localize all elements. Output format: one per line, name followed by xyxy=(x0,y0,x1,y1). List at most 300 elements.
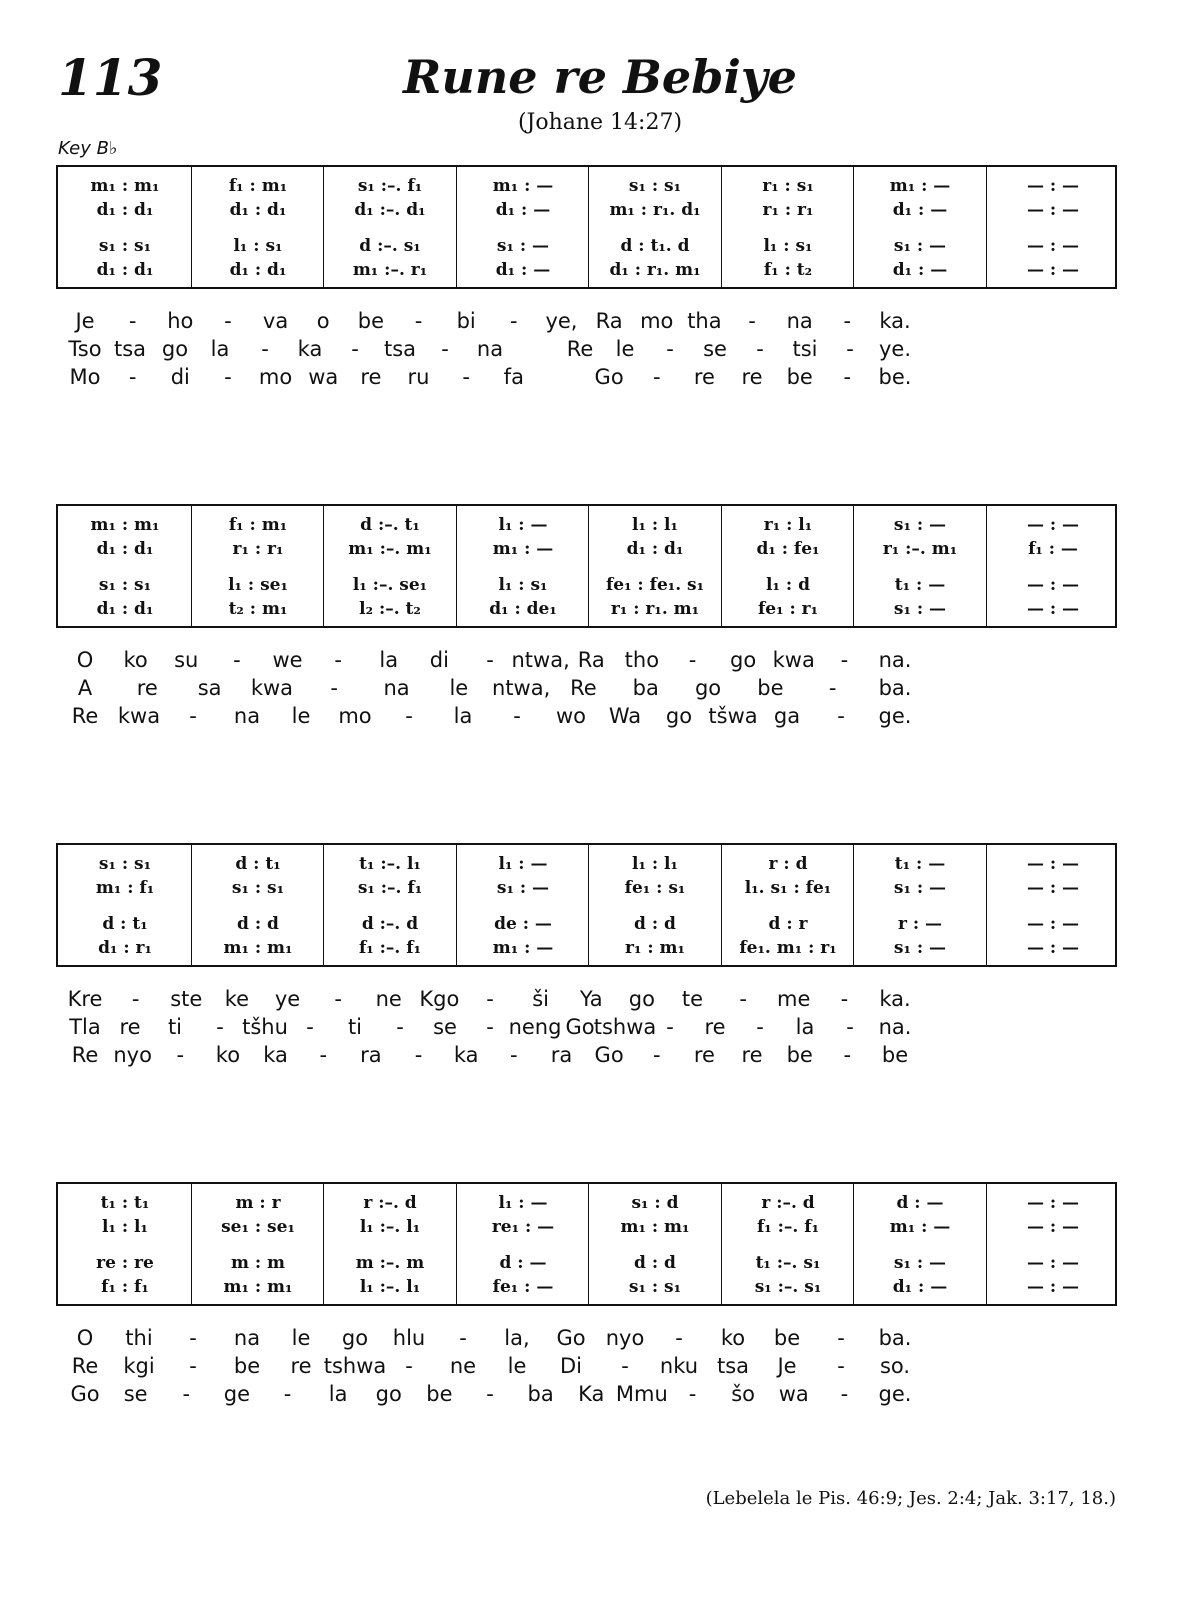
lyric-syllable: be xyxy=(757,676,784,700)
lyric-syllable: se xyxy=(433,1015,457,1039)
lyric-syllable: re xyxy=(290,1354,312,1378)
solfa-measure: — : — xyxy=(1026,515,1080,535)
solfa-measure: — : — xyxy=(1026,1253,1080,1273)
lyric-syllable: - xyxy=(261,337,269,361)
lyric-syllable: we xyxy=(272,648,303,672)
lyric-syllable: tšwa xyxy=(708,704,758,728)
solfa-measure: s₁ : — xyxy=(893,1253,947,1273)
lyric-syllable: le xyxy=(291,1326,311,1350)
lyric-syllable: - xyxy=(652,365,661,389)
lyric-syllable: la xyxy=(210,337,230,361)
lyric-syllable: ne xyxy=(375,987,402,1011)
lyric-syllable: ga xyxy=(773,704,801,728)
lyric-syllable: su xyxy=(174,648,199,672)
lyric-syllable: ho xyxy=(167,309,194,333)
solfa-measure: m₁ : — xyxy=(889,176,951,196)
solfa-measure: d₁ : d₁ xyxy=(96,260,154,280)
lyric-syllable: - xyxy=(843,365,852,389)
lyric-syllable: ye xyxy=(274,987,301,1011)
solfa-measure: m₁ : m₁ xyxy=(620,1217,690,1237)
lyric-syllable: ba. xyxy=(878,676,912,700)
lyric-syllable: Je xyxy=(75,309,95,333)
lyric-syllable: go xyxy=(375,1382,402,1406)
voice-row xyxy=(58,574,1115,596)
lyric-syllable: Mmu xyxy=(615,1382,668,1406)
lyric-syllable: ka xyxy=(263,1043,288,1067)
lyric-syllable: Kre xyxy=(67,987,103,1011)
solfa-measure: m₁ :–. m₁ xyxy=(348,539,432,559)
solfa-measure: m₁ : — xyxy=(492,938,554,958)
solfa-measure: f₁ :–. f₁ xyxy=(756,1217,820,1237)
lyric-syllable: kgi xyxy=(123,1354,155,1378)
lyric-syllable: go xyxy=(161,337,189,361)
lyric-syllable: ba xyxy=(632,676,659,700)
lyric-syllable: Re xyxy=(570,676,597,700)
lyric-syllable: na xyxy=(233,704,261,728)
lyric-syllable: šo xyxy=(731,1382,756,1406)
lyric-syllable: ba xyxy=(527,1382,554,1406)
solfa-measure: d : — xyxy=(896,1193,944,1213)
lyric-syllable: re xyxy=(693,1043,715,1067)
lyric-syllable: ra xyxy=(360,1043,382,1067)
voice-row xyxy=(58,937,1115,959)
solfa-measure: l₁ : l₁ xyxy=(102,1217,148,1237)
lyric-syllable: mo xyxy=(640,309,674,333)
solfa-measure: d₁ : — xyxy=(892,260,948,280)
solfa-measure: — : — xyxy=(1026,854,1080,874)
solfa-measure: s₁ : — xyxy=(893,515,947,535)
lyric-syllable: - xyxy=(414,309,423,333)
lyric-syllable: ti xyxy=(167,1015,183,1039)
lyric-syllable: - xyxy=(189,1326,197,1350)
solfa-measure: r₁ : r₁ xyxy=(232,539,284,559)
hymn-number: 113 xyxy=(58,48,163,107)
lyric-syllable: Go xyxy=(556,1326,586,1350)
solfa-measure: s₁ : d xyxy=(631,1193,679,1213)
solfa-measure: d₁ : d₁ xyxy=(96,200,154,220)
lyric-syllable: - xyxy=(837,704,845,728)
lyric-syllable: - xyxy=(688,648,697,672)
lyric-syllable: ba. xyxy=(878,1326,912,1350)
lyric-syllable: la xyxy=(453,704,473,728)
solfa-measure: l₁ : s₁ xyxy=(763,236,813,256)
staff-system xyxy=(56,504,1117,628)
solfa-measure: d : d xyxy=(237,914,279,934)
lyric-line xyxy=(0,337,1200,365)
lyric-syllable: - xyxy=(486,1382,494,1406)
lyric-syllable: be. xyxy=(878,365,912,389)
lyric-syllable: - xyxy=(128,365,137,389)
lyric-line xyxy=(0,1382,1200,1410)
solfa-measure: se₁ : se₁ xyxy=(221,1217,295,1237)
solfa-measure: m₁ : m₁ xyxy=(90,515,160,535)
solfa-measure: s₁ : — xyxy=(893,938,947,958)
voice-row xyxy=(58,1252,1115,1274)
lyric-syllable: - xyxy=(405,704,413,728)
staff-system xyxy=(56,843,1117,967)
lyric-syllable: se xyxy=(703,337,727,361)
lyric-syllable: re xyxy=(136,676,158,700)
lyric-syllable: Ya xyxy=(579,987,603,1011)
solfa-measure: — : — xyxy=(1026,200,1080,220)
voice-row xyxy=(58,175,1115,197)
lyric-syllable: - xyxy=(510,1043,518,1067)
solfa-measure: s₁ : s₁ xyxy=(628,1277,682,1297)
lyric-syllable: la xyxy=(379,648,399,672)
lyric-syllable: na xyxy=(476,337,504,361)
lyric-syllable: Re xyxy=(71,1043,99,1067)
voice-row xyxy=(58,538,1115,560)
lyric-syllable: kwa xyxy=(772,648,815,672)
solfa-measure: — : — xyxy=(1026,1217,1080,1237)
lyric-syllable: la, xyxy=(504,1326,530,1350)
solfa-measure: — : — xyxy=(1026,938,1080,958)
lyric-line xyxy=(0,1326,1200,1354)
lyric-syllable: Go xyxy=(594,365,624,389)
lyric-syllable: be xyxy=(881,1043,909,1067)
voice-row xyxy=(58,514,1115,536)
solfa-measure: m₁ : m₁ xyxy=(223,1277,293,1297)
solfa-measure: de : — xyxy=(494,914,552,934)
solfa-measure: s₁ : s₁ xyxy=(98,854,152,874)
voice-row xyxy=(58,853,1115,875)
lyric-line xyxy=(0,676,1200,704)
lyric-syllable: - xyxy=(840,1382,849,1406)
lyric-syllable: tsa xyxy=(383,337,417,361)
voice-row xyxy=(58,199,1115,221)
lyric-syllable: ko xyxy=(215,1043,241,1067)
lyric-syllable: Wa xyxy=(608,704,642,728)
solfa-measure: d₁ : d₁ xyxy=(626,539,684,559)
solfa-measure: s₁ : s₁ xyxy=(628,176,682,196)
lyric-syllable: Ra xyxy=(595,309,623,333)
solfa-measure: d :–. s₁ xyxy=(359,236,421,256)
solfa-measure: l₁ : — xyxy=(498,1193,548,1213)
solfa-measure: fe₁ : fe₁. s₁ xyxy=(605,575,705,595)
lyric-syllable: - xyxy=(828,676,837,700)
solfa-measure: d₁ : r₁ xyxy=(98,938,152,958)
lyric-syllable: be xyxy=(233,1354,261,1378)
lyric-syllable: - xyxy=(396,1015,404,1039)
lyric-syllable: - xyxy=(459,1326,467,1350)
lyric-syllable: nyo xyxy=(113,1043,152,1067)
solfa-measure: — : — xyxy=(1026,599,1080,619)
lyric-syllable: re xyxy=(693,365,715,389)
solfa-measure: l₁ : l₁ xyxy=(632,854,678,874)
voice-row xyxy=(58,877,1115,899)
voice-row xyxy=(58,913,1115,935)
lyric-syllable: tshwa xyxy=(323,1354,387,1378)
solfa-measure: d : t₁. d xyxy=(620,236,690,256)
lyric-syllable: - xyxy=(306,1015,314,1039)
lyric-syllable: te xyxy=(681,987,704,1011)
solfa-measure: f₁ : m₁ xyxy=(228,176,288,196)
lyric-syllable: nku xyxy=(659,1354,699,1378)
lyric-syllable: ti xyxy=(347,1015,363,1039)
lyric-syllable: - xyxy=(756,1015,764,1039)
solfa-measure: l₁ : s₁ xyxy=(233,236,283,256)
solfa-measure: d₁ :–. d₁ xyxy=(354,200,426,220)
solfa-measure: m : m xyxy=(230,1253,286,1273)
solfa-measure: s₁ :–. f₁ xyxy=(357,878,423,898)
solfa-measure: r :–. d xyxy=(363,1193,417,1213)
lyric-syllable: Ra xyxy=(577,648,605,672)
lyric-syllable: - xyxy=(334,987,342,1011)
solfa-measure: l₁ : d xyxy=(766,575,810,595)
lyric-syllable: ge. xyxy=(878,1382,912,1406)
solfa-measure: f₁ : t₂ xyxy=(763,260,813,280)
lyric-syllable: - xyxy=(846,1015,854,1039)
lyric-syllable: kwa xyxy=(250,676,294,700)
solfa-measure: l₁. s₁ : fe₁ xyxy=(744,878,832,898)
solfa-measure: m₁ :–. r₁ xyxy=(352,260,428,280)
solfa-measure: f₁ : — xyxy=(1028,539,1078,559)
lyric-syllable: re xyxy=(360,365,382,389)
lyric-syllable: re xyxy=(741,365,763,389)
lyric-syllable: O xyxy=(76,1326,94,1350)
solfa-measure: — : — xyxy=(1026,914,1080,934)
lyric-syllable: - xyxy=(224,365,232,389)
lyric-syllable: ši xyxy=(532,987,550,1011)
solfa-measure: s₁ : — xyxy=(893,236,947,256)
lyric-syllable: - xyxy=(131,987,140,1011)
voice-row xyxy=(58,1216,1115,1238)
lyric-syllable: ke xyxy=(224,987,250,1011)
lyric-syllable: na. xyxy=(878,1015,912,1039)
solfa-measure: s₁ : s₁ xyxy=(98,236,152,256)
solfa-measure: r₁ :–. m₁ xyxy=(882,539,958,559)
lyric-syllable: fa xyxy=(503,365,524,389)
solfa-measure: m₁ : m₁ xyxy=(90,176,160,196)
solfa-measure: r₁ : s₁ xyxy=(762,176,814,196)
lyric-syllable: - xyxy=(319,1043,328,1067)
solfa-measure: fe₁. m₁ : r₁ xyxy=(739,938,837,958)
lyric-syllable: - xyxy=(840,987,849,1011)
lyric-syllable: - xyxy=(462,365,470,389)
voice-row xyxy=(58,1192,1115,1214)
solfa-measure: l₁ :–. l₁ xyxy=(359,1277,421,1297)
lyric-line xyxy=(0,1015,1200,1043)
lyric-syllable: di xyxy=(429,648,449,672)
lyric-syllable: ra xyxy=(550,1043,573,1067)
solfa-measure: r₁ : r₁. m₁ xyxy=(610,599,700,619)
lyric-syllable: ye, xyxy=(545,309,578,333)
lyric-syllable: wo xyxy=(555,704,587,728)
staff-system xyxy=(56,165,1117,289)
lyric-syllable: - xyxy=(840,648,849,672)
solfa-measure: d₁ : — xyxy=(495,260,551,280)
solfa-measure: s₁ :–. f₁ xyxy=(357,176,423,196)
lyric-syllable: - xyxy=(405,1354,413,1378)
lyric-syllable: Go xyxy=(565,1015,595,1039)
voice-row xyxy=(58,598,1115,620)
lyric-syllable: Re xyxy=(71,704,99,728)
lyric-syllable: nyo xyxy=(605,1326,645,1350)
solfa-measure: l₁ : s₁ xyxy=(498,575,548,595)
solfa-measure: — : — xyxy=(1026,236,1080,256)
lyric-line xyxy=(0,1043,1200,1071)
solfa-measure: d₁ : — xyxy=(892,1277,948,1297)
lyric-syllable: - xyxy=(652,1043,661,1067)
lyric-syllable: go xyxy=(694,676,722,700)
lyric-syllable: be xyxy=(773,1326,801,1350)
solfa-measure: l₁ : — xyxy=(498,854,548,874)
lyric-syllable: ste xyxy=(170,987,203,1011)
lyric-line xyxy=(0,309,1200,337)
key-signature: Key B♭ xyxy=(58,138,118,159)
lyric-syllable: - xyxy=(128,309,137,333)
lyric-syllable: - xyxy=(843,309,852,333)
solfa-measure: d :–. t₁ xyxy=(360,515,420,535)
solfa-measure: f₁ :–. f₁ xyxy=(358,938,422,958)
lyric-syllable: tshwa xyxy=(593,1015,657,1039)
solfa-measure: re : re xyxy=(96,1253,154,1273)
footer-references: (Lebelela le Pis. 46:9; Jes. 2:4; Jak. 3:17, 18.) xyxy=(705,1488,1116,1509)
solfa-measure: d₁ : d₁ xyxy=(229,200,287,220)
lyric-syllable: me xyxy=(777,987,811,1011)
lyric-syllable: - xyxy=(189,704,197,728)
solfa-measure: d₁ : de₁ xyxy=(489,599,557,619)
solfa-measure: s₁ :–. s₁ xyxy=(754,1277,822,1297)
lyric-syllable: le xyxy=(507,1354,527,1378)
lyric-syllable: - xyxy=(846,337,854,361)
lyric-syllable: hlu xyxy=(392,1326,426,1350)
solfa-measure: m₁ : r₁. d₁ xyxy=(609,200,701,220)
solfa-measure: t₁ : — xyxy=(894,854,946,874)
lyric-syllable: tho xyxy=(624,648,660,672)
lyric-syllable: - xyxy=(224,309,232,333)
lyric-syllable: thi xyxy=(125,1326,153,1350)
lyric-syllable: so. xyxy=(879,1354,911,1378)
lyric-syllable: na xyxy=(786,309,813,333)
solfa-measure: l₁ :–. l₁ xyxy=(359,1217,421,1237)
lyric-syllable: ru xyxy=(407,365,430,389)
lyric-syllable: o xyxy=(316,309,330,333)
lyric-syllable: ge xyxy=(223,1382,250,1406)
solfa-measure: d₁ : d₁ xyxy=(229,260,287,280)
lyric-syllable: be xyxy=(786,365,813,389)
lyric-syllable: Go xyxy=(70,1382,100,1406)
lyric-syllable: - xyxy=(748,309,756,333)
hymn-title: Rune re Bebiye xyxy=(403,50,797,104)
solfa-measure: s₁ : s₁ xyxy=(98,575,152,595)
solfa-measure: d : d xyxy=(634,914,676,934)
lyric-syllable: neng xyxy=(508,1015,562,1039)
lyric-syllable: re xyxy=(119,1015,141,1039)
solfa-measure: d : t₁ xyxy=(235,854,281,874)
lyric-syllable: go xyxy=(628,987,655,1011)
lyric-syllable: ka. xyxy=(879,987,911,1011)
lyric-syllable: Re xyxy=(71,1354,99,1378)
lyric-syllable: - xyxy=(233,648,241,672)
solfa-measure: s₁ : — xyxy=(893,599,947,619)
solfa-measure: re₁ : — xyxy=(491,1217,555,1237)
lyric-syllable: re xyxy=(741,1043,763,1067)
solfa-measure: d :–. d xyxy=(361,914,419,934)
lyric-syllable: mo xyxy=(258,365,293,389)
lyric-syllable: wa xyxy=(308,365,339,389)
lyric-syllable: - xyxy=(675,1326,683,1350)
solfa-measure: r : d xyxy=(768,854,808,874)
solfa-measure: t₁ : — xyxy=(894,575,946,595)
lyric-syllable: bi xyxy=(456,309,476,333)
solfa-measure: s₁ : s₁ xyxy=(231,878,285,898)
lyric-syllable: wa xyxy=(778,1382,809,1406)
lyric-line xyxy=(0,704,1200,732)
voice-row xyxy=(58,235,1115,257)
lyric-syllable: ko xyxy=(123,648,148,672)
lyric-syllable: Tso xyxy=(68,337,102,361)
lyric-syllable: Ka xyxy=(578,1382,605,1406)
lyric-syllable: - xyxy=(176,1043,185,1067)
lyric-syllable: be xyxy=(786,1043,813,1067)
lyric-syllable: go xyxy=(341,1326,369,1350)
lyric-syllable: se xyxy=(123,1382,148,1406)
solfa-measure: — : — xyxy=(1026,1193,1080,1213)
lyric-syllable: Re xyxy=(566,337,594,361)
lyric-syllable: be xyxy=(426,1382,453,1406)
lyric-syllable: tha xyxy=(687,309,722,333)
lyric-syllable: le xyxy=(291,704,311,728)
lyric-syllable: na xyxy=(233,1326,261,1350)
lyric-syllable: - xyxy=(666,337,674,361)
voice-row xyxy=(58,259,1115,281)
solfa-measure: m₁ : — xyxy=(889,1217,951,1237)
solfa-measure: d : r xyxy=(768,914,808,934)
lyric-syllable: - xyxy=(510,309,518,333)
solfa-measure: m :–. m xyxy=(355,1253,425,1273)
solfa-measure: — : — xyxy=(1026,260,1080,280)
lyric-syllable: ko xyxy=(720,1326,746,1350)
solfa-measure: d : d xyxy=(634,1253,676,1273)
solfa-measure: d : — xyxy=(499,1253,547,1273)
solfa-measure: d₁ : — xyxy=(892,200,948,220)
solfa-measure: l₁ : se₁ xyxy=(228,575,288,595)
lyric-syllable: - xyxy=(414,1043,423,1067)
lyric-syllable: ka xyxy=(453,1043,479,1067)
lyric-syllable: ye. xyxy=(878,337,912,361)
solfa-measure: l₂ :–. t₂ xyxy=(359,599,421,619)
solfa-measure: s₁ : — xyxy=(496,878,550,898)
lyric-syllable: - xyxy=(837,1326,845,1350)
lyric-syllable: go xyxy=(665,704,693,728)
lyric-syllable: na. xyxy=(878,648,912,672)
solfa-measure: d₁ : fe₁ xyxy=(756,539,820,559)
solfa-measure: r :–. d xyxy=(761,1193,815,1213)
lyric-line xyxy=(0,987,1200,1015)
solfa-measure: r₁ : l₁ xyxy=(763,515,813,535)
solfa-measure: f₁ : f₁ xyxy=(101,1277,149,1297)
lyric-syllable: - xyxy=(351,337,359,361)
lyric-syllable: tsi xyxy=(792,337,818,361)
lyric-syllable: - xyxy=(486,648,494,672)
lyric-syllable: Mo xyxy=(69,365,101,389)
solfa-measure: l₁ :–. se₁ xyxy=(352,575,428,595)
solfa-measure: d₁ : d₁ xyxy=(96,599,154,619)
solfa-measure: d₁ : d₁ xyxy=(96,539,154,559)
lyric-syllable: be xyxy=(357,309,384,333)
lyric-syllable: Tla xyxy=(69,1015,101,1039)
lyric-syllable: kwa xyxy=(117,704,161,728)
lyric-syllable: Kgo xyxy=(419,987,460,1011)
solfa-measure: t₁ : t₁ xyxy=(100,1193,150,1213)
lyric-syllable: go xyxy=(730,648,757,672)
lyric-syllable: mo xyxy=(338,704,372,728)
lyric-syllable: ka xyxy=(297,337,323,361)
solfa-measure: — : — xyxy=(1026,575,1080,595)
lyric-syllable: - xyxy=(189,1354,197,1378)
lyric-syllable: - xyxy=(756,337,764,361)
